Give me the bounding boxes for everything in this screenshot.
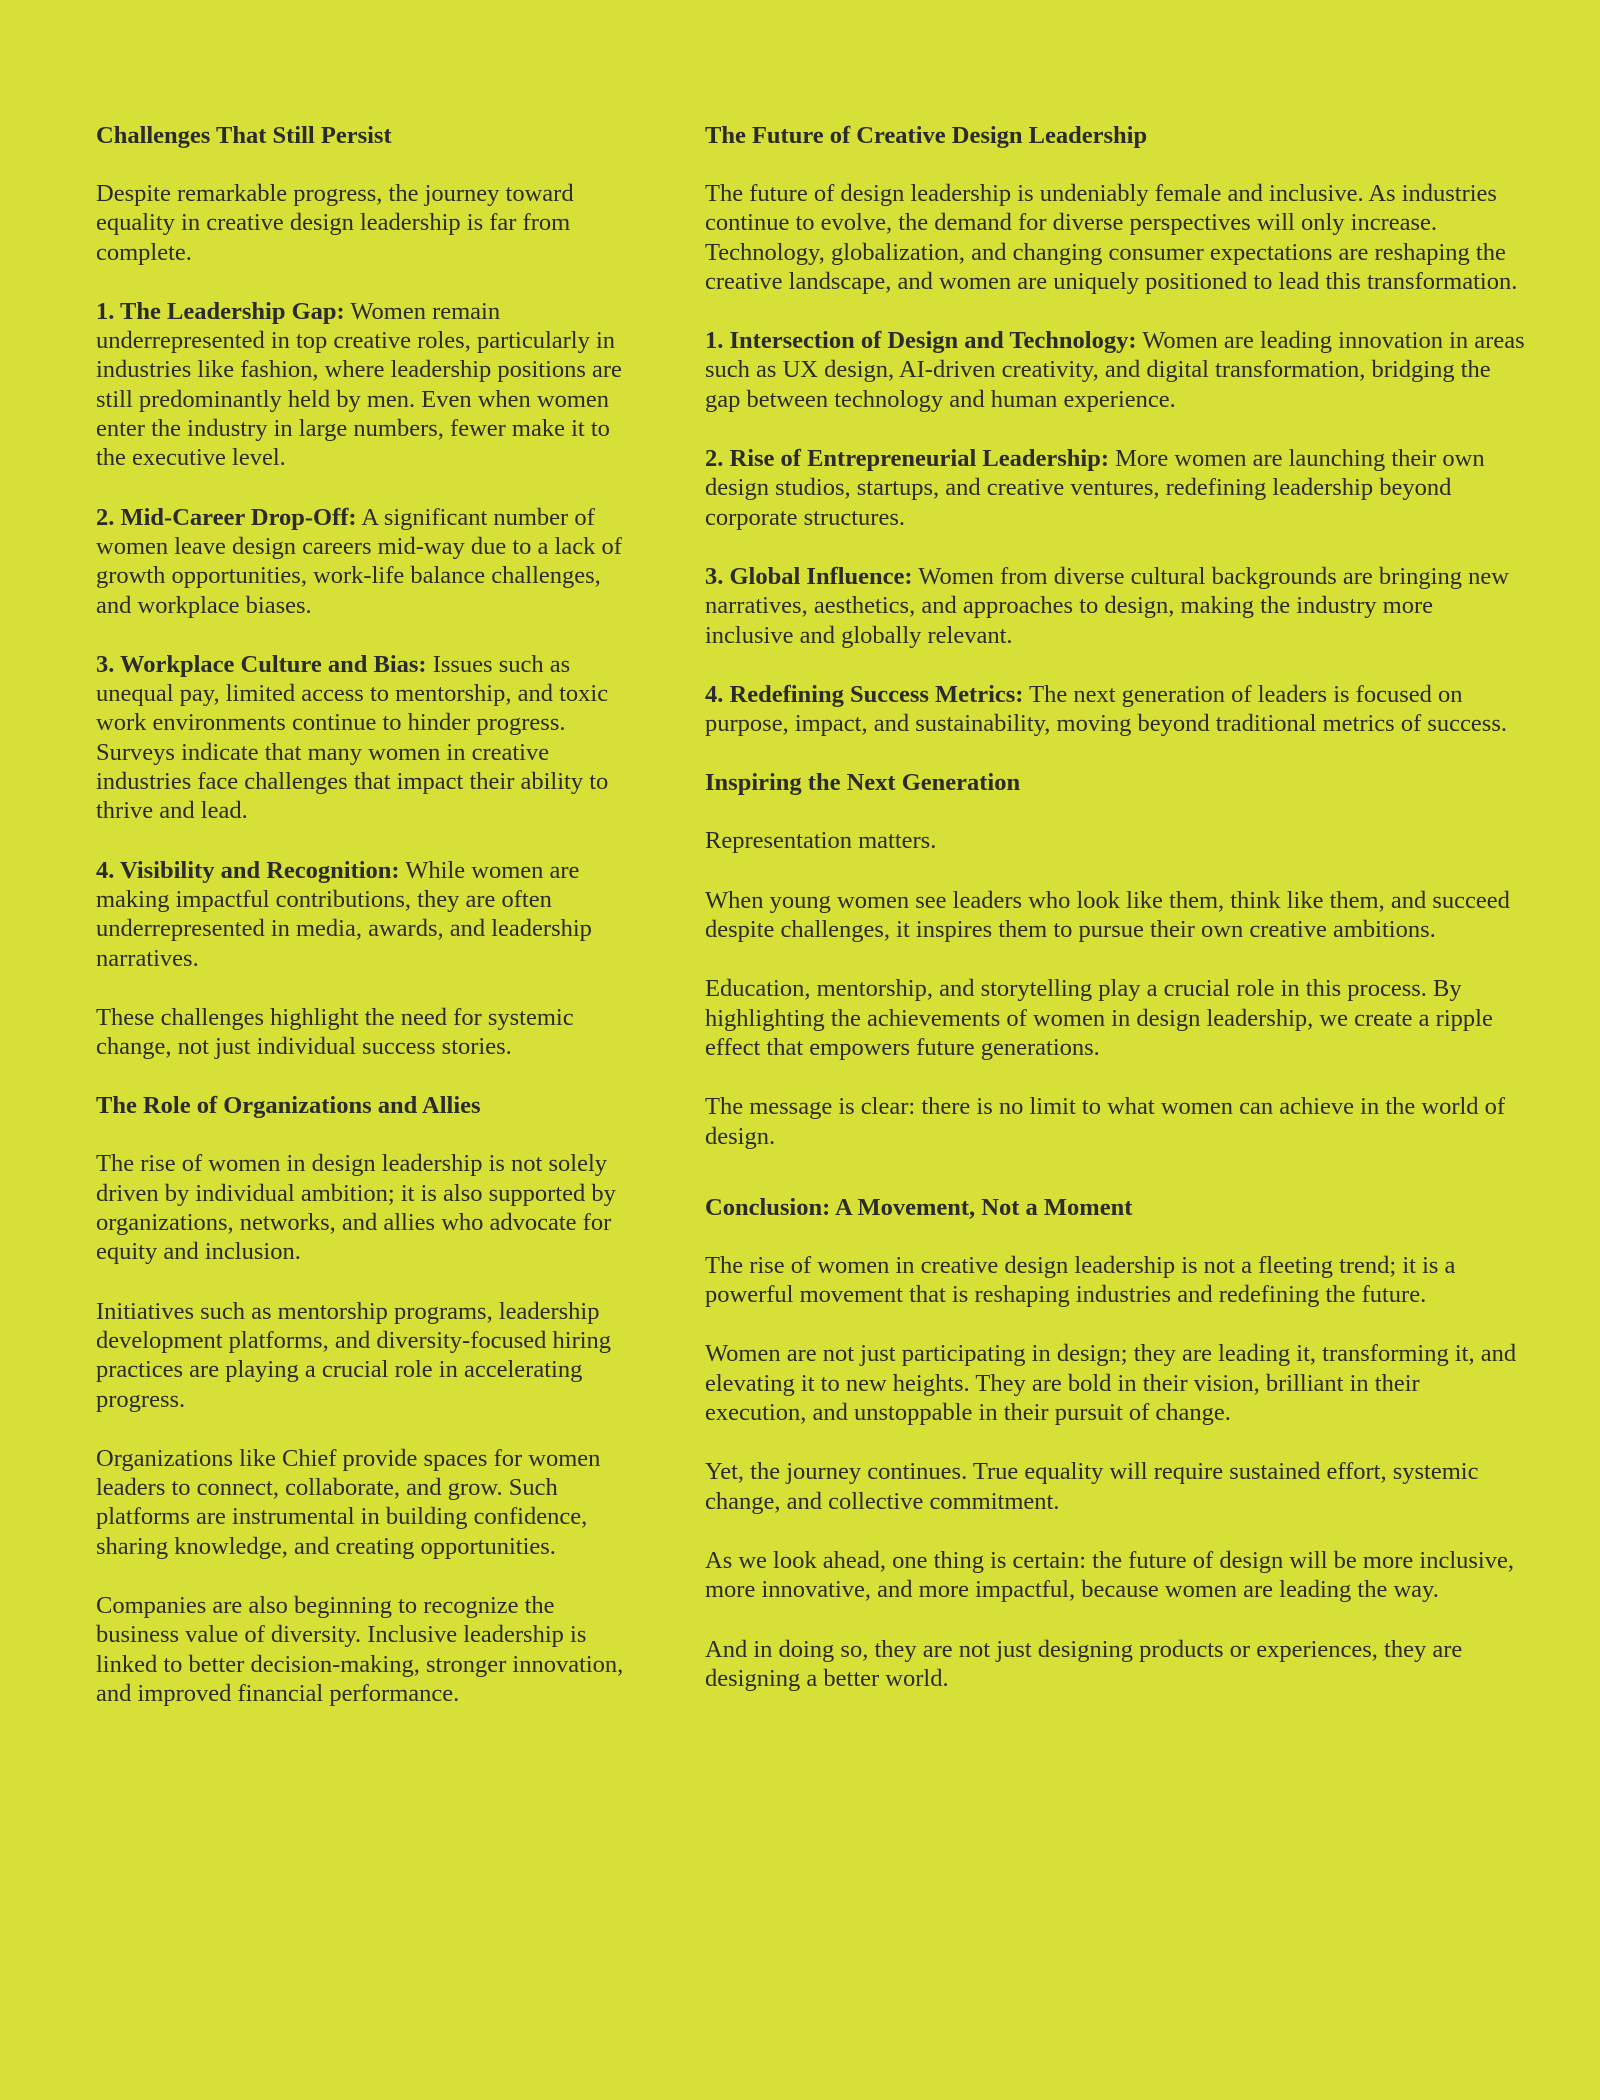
paragraph: Companies are also beginning to recognize the business value of diversity. Inclusive leadership is linked to better decision-making, stronger innovation, and improved financial performance.: [96, 1591, 624, 1707]
future-item-label: 1. Intersection of Design and Technology:: [705, 327, 1137, 355]
paragraph: And in doing so, they are not just designing products or experiences, they are designing a better world.: [705, 1635, 1463, 1692]
future-item-label: 3. Global Influence:: [705, 562, 913, 590]
future-item: [705, 562, 1525, 650]
challenges-closing: These challenges highlight the need for systemic change, not just individual success stories.: [96, 1003, 574, 1061]
future-intro: The future of design leadership is undeniably female and inclusive. As industries continue to evolve, the demand for diverse perspectives will only increase. Technology, globalization, and changing consumer expectations are reshaping the creative landscape, and women are uniquely positioned to lead this transformation.: [705, 180, 1518, 295]
section-heading-conclusion: Conclusion: A Movement, Not a Moment: [705, 1193, 1133, 1221]
section-heading-organizations: The Role of Organizations and Allies: [96, 1092, 481, 1120]
challenge-item: [96, 297, 641, 473]
paragraph: Education, mentorship, and storytelling play a crucial role in this process. By highlighting the achievements of women in design leadership, we create a ripple effect that empowers future generations.: [705, 975, 1493, 1061]
future-item: [705, 680, 1525, 739]
future-item-text: Women from diverse cultural backgrounds are bringing new narratives, aesthetics, and approaches to design, making the industry more inclusive and globally relevant.: [705, 562, 1509, 649]
paragraph: Yet, the journey continues. True equality will require sustained effort, systemic change, and collective commitment.: [705, 1458, 1479, 1515]
challenge-item-text: A significant number of women leave design careers mid-way due to a lack of growth opportunities, work-life balance challenges, and workplace biases.: [96, 503, 622, 619]
paragraph: The message is clear: there is no limit to what women can achieve in the world of design.: [705, 1093, 1506, 1150]
future-item: [705, 326, 1525, 414]
future-item-text: More women are launching their own design studios, startups, and creative ventures, redefining leadership beyond corporate structures.: [705, 445, 1485, 531]
right-column: [705, 121, 1525, 1723]
challenge-item-label: 1. The Leadership Gap:: [96, 297, 345, 325]
section-heading-challenges: Challenges That Still Persist: [96, 122, 392, 149]
challenge-item: [96, 503, 641, 620]
challenge-item-label: 2. Mid-Career Drop-Off:: [96, 503, 357, 531]
paragraph: Initiatives such as mentorship programs, leadership development platforms, and diversity-focused hiring practices are playing a crucial role in accelerating progress.: [96, 1297, 612, 1413]
challenge-item-label: 3. Workplace Culture and Bias:: [96, 650, 427, 678]
future-item-text: The next generation of leaders is focused on purpose, impact, and sustainability, moving beyond traditional metrics of success.: [705, 680, 1507, 738]
paragraph: The rise of women in creative design leadership is not a fleeting trend; it is a powerful movement that is reshaping industries and redefining the future.: [705, 1251, 1456, 1309]
challenge-item: [96, 650, 641, 826]
paragraph: The rise of women in design leadership is not solely driven by individual ambition; it is also supported by organizations, networks, and allies who advocate for equity and inclusion.: [96, 1150, 616, 1266]
section-heading-future: The Future of Creative Design Leadership: [705, 122, 1148, 149]
paragraph: Women are not just participating in design; they are leading it, transforming it, and elevating it to new heights. They are bold in their vision, brilliant in their execution, and unstoppable in their pursuit of change.: [705, 1340, 1517, 1427]
challenge-item-text: While women are making impactful contributions, they are often underrepresented in media, awards, and leadership narratives.: [96, 856, 592, 972]
future-item-label: 2. Rise of Entrepreneurial Leadership:: [705, 445, 1110, 473]
section-heading-inspiring: Inspiring the Next Generation: [705, 769, 1021, 797]
paragraph: Organizations like Chief provide spaces for women leaders to connect, collaborate, and grow. Such platforms are instrumental in building confidence, sharing knowledge, and creating opportunities.: [96, 1444, 601, 1560]
future-item: [705, 444, 1525, 532]
paragraph: As we look ahead, one thing is certain: the future of design will be more inclusive, more innovative, and more impactful, because women are leading the way.: [705, 1546, 1514, 1604]
future-item-text: Women are leading innovation in areas such as UX design, AI-driven creativity, and digital transformation, bridging the gap between technology and human experience.: [705, 327, 1525, 413]
future-item-label: 4. Redefining Success Metrics:: [705, 680, 1024, 708]
paragraph: Representation matters.: [705, 827, 937, 855]
left-column: [96, 121, 641, 1738]
challenge-item-text: Women remain underrepresented in top creative roles, particularly in industries like fashion, where leadership positions are still predominantly held by men. Even when women enter the industry in large numbers, fewer make it to the executive level.: [96, 297, 622, 472]
challenges-intro: Despite remarkable progress, the journey toward equality in creative design leadership is far from complete.: [96, 180, 574, 266]
challenge-item: [96, 856, 641, 973]
challenge-item-label: 4. Visibility and Recognition:: [96, 856, 400, 884]
challenge-item-text: Issues such as unequal pay, limited access to mentorship, and toxic work environments continue to hinder progress. Surveys indicate that many women in creative industries face challenges that impact their ability to thrive and lead.: [96, 650, 609, 825]
paragraph: When young women see leaders who look like them, think like them, and succeed despite challenges, it inspires them to pursue their own creative ambitions.: [705, 886, 1510, 944]
